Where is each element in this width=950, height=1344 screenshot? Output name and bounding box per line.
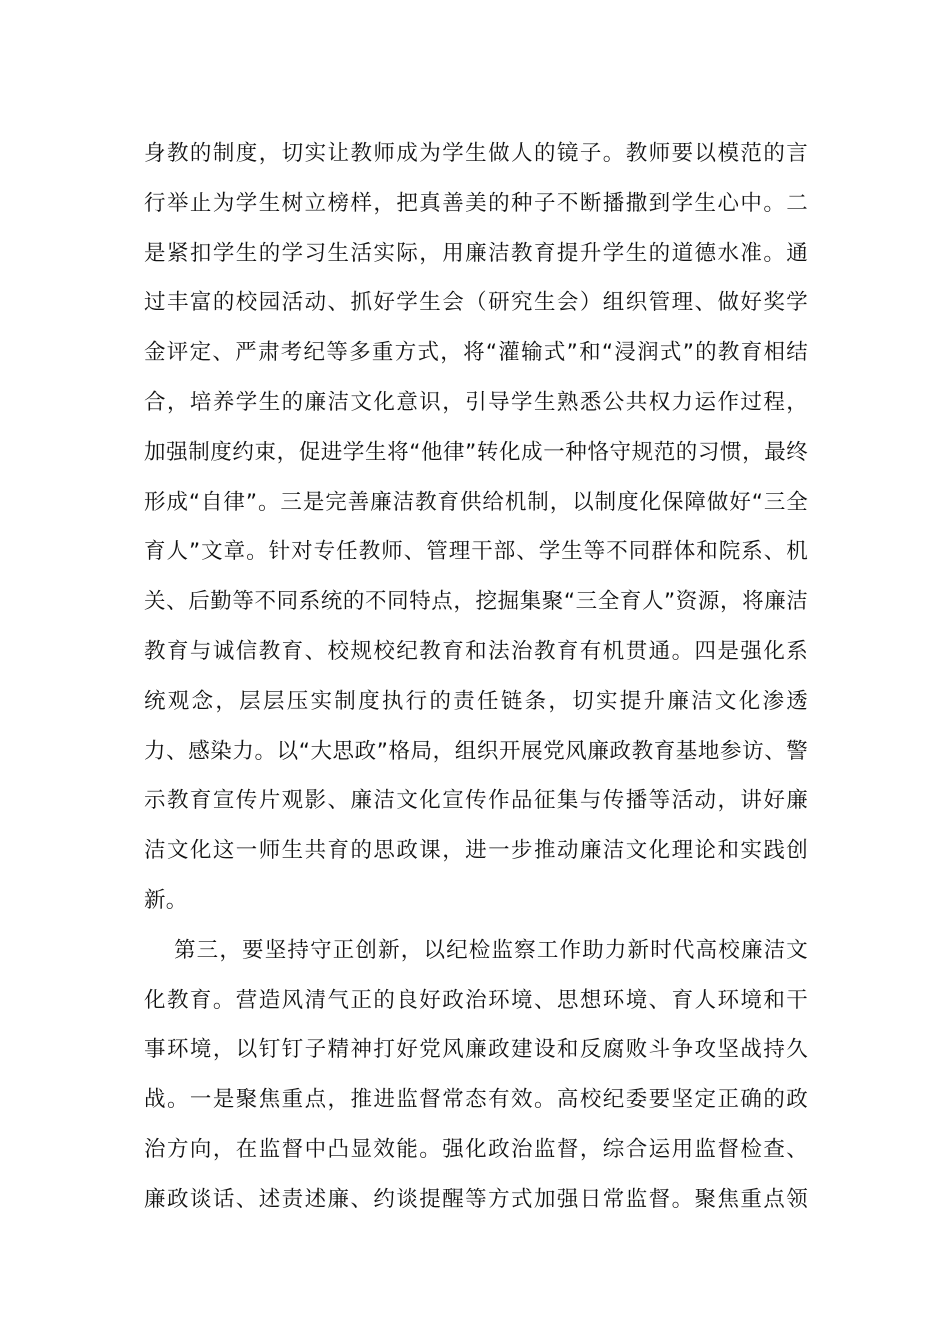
body-text [144,129,808,1225]
paragraph-start-line: 第三，要坚持守正创新，以纪检监察工作助力新时代高校廉洁文 [174,937,808,963]
text-line: 形成“自律”。三是完善廉洁教育供给机制，以制度化保障做好“三全 [144,489,808,515]
text-line: 行举止为学生树立榜样，把真善美的种子不断播撒到学生心中。二 [144,190,808,216]
text-line: 教育与诚信教育、校规校纪教育和法治教育有机贯通。四是强化系 [144,638,808,664]
text-line: 事环境，以钉钉子精神打好党风廉政建设和反腐败斗争攻坚战持久 [144,1037,808,1063]
text-line: 加强制度约束，促进学生将“他律”转化成一种恪守规范的习惯，最终 [144,439,808,465]
text-line: 廉政谈话、述责述廉、约谈提醒等方式加强日常监督。聚焦重点领 [144,1186,808,1212]
text-line: 育人”文章。针对专任教师、管理干部、学生等不同群体和院系、机 [144,539,808,565]
text-line: 治方向，在监督中凸显效能。强化政治监督，综合运用监督检查、 [144,1136,808,1162]
text-line: 关、后勤等不同系统的不同特点，挖掘集聚“三全育人”资源，将廉洁 [144,589,808,615]
text-line: 力、感染力。以“大思政”格局，组织开展党风廉政教育基地参访、警 [144,738,808,764]
text-line: 洁文化这一师生共育的思政课，进一步推动廉洁文化理论和实践创 [144,838,808,864]
text-line: 合，培养学生的廉洁文化意识，引导学生熟悉公共权力运作过程， [144,389,808,415]
text-line: 是紧扣学生的学习生活实际，用廉洁教育提升学生的道德水准。通 [144,240,808,266]
text-line: 金评定、严肃考纪等多重方式，将“灌输式”和“浸润式”的教育相结 [144,340,808,366]
paragraph-end-line: 新。 [144,887,188,913]
text-line: 过丰富的校园活动、抓好学生会（研究生会）组织管理、做好奖学 [144,290,808,316]
text-line: 身教的制度，切实让教师成为学生做人的镜子。教师要以模范的言 [144,141,808,166]
text-line: 化教育。营造风清气正的良好政治环境、思想环境、育人环境和干 [144,987,808,1013]
text-line: 示教育宣传片观影、廉洁文化宣传作品征集与传播等活动，讲好廉 [144,788,808,814]
text-line: 统观念，层层压实制度执行的责任链条，切实提升廉洁文化渗透 [144,688,808,714]
text-line: 战。一是聚焦重点，推进监督常态有效。高校纪委要坚定正确的政 [144,1087,808,1113]
